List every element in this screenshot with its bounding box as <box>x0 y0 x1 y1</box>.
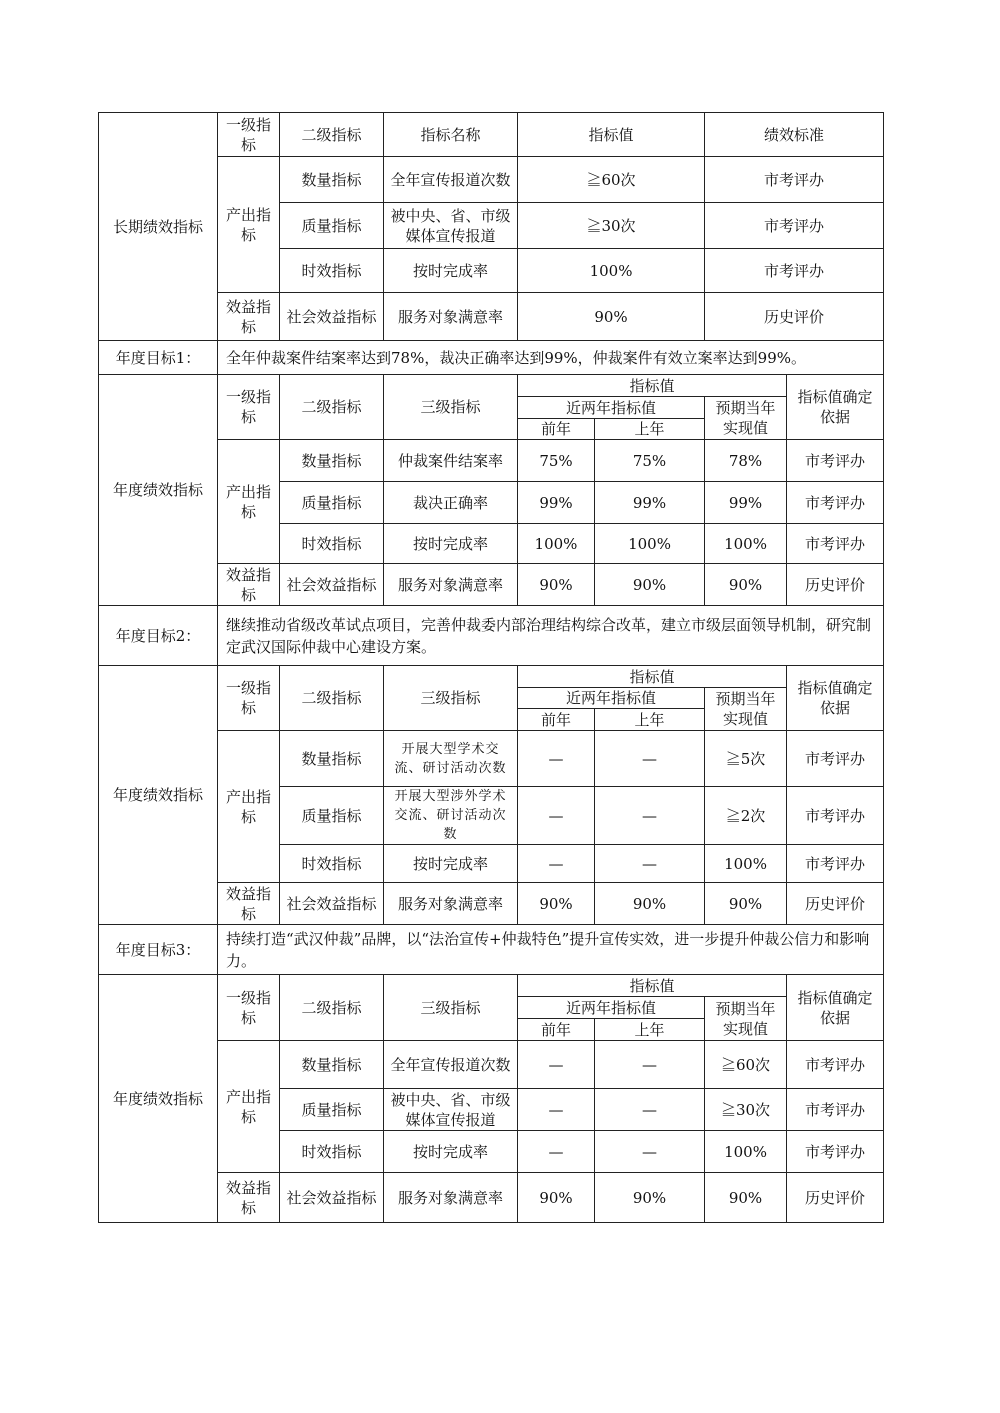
header-basis: 指标值确定依据 <box>787 975 884 1041</box>
basis-cell: 历史评价 <box>787 564 884 606</box>
header-indicator-value: 指标值 <box>518 375 787 397</box>
table-body <box>99 113 884 1223</box>
level1-cell: 效益指标 <box>218 564 280 606</box>
expected-cell: 90% <box>705 1173 787 1223</box>
level3-cell: 服务对象满意率 <box>384 883 518 925</box>
level2-cell: 质量指标 <box>280 203 384 249</box>
indicator-name-cell: 被中央、省、市级媒体宣传报道 <box>384 203 518 249</box>
standard-cell: 市考评办 <box>705 249 884 293</box>
standard-cell: 市考评办 <box>705 203 884 249</box>
header-level2: 二级指标 <box>280 975 384 1041</box>
prev-year-cell: 90% <box>518 1173 595 1223</box>
standard-cell: 历史评价 <box>705 293 884 341</box>
level3-cell: 开展大型涉外学术交流、研讨活动次数 <box>384 787 518 845</box>
goal-text: 继续推动省级改革试点项目，完善仲裁委内部治理结构综合改革，建立市级层面领导机制，研究制定武汉国际仲裁中心建设方案。 <box>218 606 884 666</box>
header-expected: 预期当年实现值 <box>705 688 787 731</box>
indicator-value-cell: ≧60次 <box>518 157 705 203</box>
header-level2: 二级指标 <box>280 666 384 731</box>
level1-cell: 产出指标 <box>218 157 280 293</box>
indicator-value-cell: ≧30次 <box>518 203 705 249</box>
prev-year-cell: — <box>518 845 595 883</box>
annual-header-row <box>99 975 884 997</box>
level3-cell: 服务对象满意率 <box>384 1173 518 1223</box>
level3-cell: 服务对象满意率 <box>384 564 518 606</box>
level2-cell: 社会效益指标 <box>280 564 384 606</box>
header-indicator-name: 指标名称 <box>384 113 518 157</box>
header-basis: 指标值确定依据 <box>787 666 884 731</box>
level1-cell: 效益指标 <box>218 883 280 925</box>
prev-year-cell: — <box>518 1089 595 1131</box>
header-level3: 三级指标 <box>384 666 518 731</box>
basis-cell: 市考评办 <box>787 845 884 883</box>
goal-row <box>99 341 884 375</box>
last-year-cell: — <box>595 731 705 787</box>
header-level1: 一级指标 <box>218 975 280 1041</box>
level2-cell: 时效指标 <box>280 845 384 883</box>
level2-cell: 数量指标 <box>280 157 384 203</box>
last-year-cell: — <box>595 845 705 883</box>
basis-cell: 市考评办 <box>787 1131 884 1173</box>
level3-cell: 被中央、省、市级媒体宣传报道 <box>384 1089 518 1131</box>
basis-cell: 市考评办 <box>787 482 884 524</box>
header-standard: 绩效标准 <box>705 113 884 157</box>
last-year-cell: 100% <box>595 524 705 564</box>
header-last-year: 上年 <box>595 419 705 440</box>
header-last-year: 上年 <box>595 709 705 731</box>
last-year-cell: — <box>595 1041 705 1089</box>
goal-row <box>99 925 884 975</box>
last-year-cell: 90% <box>595 564 705 606</box>
expected-cell: ≧30次 <box>705 1089 787 1131</box>
last-year-cell: — <box>595 1131 705 1173</box>
level2-cell: 质量指标 <box>280 482 384 524</box>
performance-table <box>98 112 884 1223</box>
level1-cell: 效益指标 <box>218 293 280 341</box>
header-last-year: 上年 <box>595 1019 705 1041</box>
expected-cell: 78% <box>705 440 787 482</box>
header-level3: 三级指标 <box>384 375 518 440</box>
level2-cell: 时效指标 <box>280 249 384 293</box>
header-level2: 二级指标 <box>280 113 384 157</box>
level2-cell: 质量指标 <box>280 787 384 845</box>
level2-cell: 时效指标 <box>280 524 384 564</box>
expected-cell: 90% <box>705 883 787 925</box>
level1-cell: 产出指标 <box>218 1041 280 1173</box>
indicator-value-cell: 100% <box>518 249 705 293</box>
annual-label: 年度绩效指标 <box>99 975 218 1223</box>
prev-year-cell: 90% <box>518 564 595 606</box>
basis-cell: 市考评办 <box>787 1089 884 1131</box>
expected-cell: ≧5次 <box>705 731 787 787</box>
level2-cell: 社会效益指标 <box>280 1173 384 1223</box>
indicator-name-cell: 服务对象满意率 <box>384 293 518 341</box>
header-recent-two-years: 近两年指标值 <box>518 397 705 419</box>
level3-cell: 开展大型学术交流、研讨活动次数 <box>384 731 518 787</box>
level2-cell: 数量指标 <box>280 1041 384 1089</box>
standard-cell: 市考评办 <box>705 157 884 203</box>
annual-label: 年度绩效指标 <box>99 666 218 925</box>
header-recent-two-years: 近两年指标值 <box>518 688 705 709</box>
expected-cell: 90% <box>705 564 787 606</box>
header-level2: 二级指标 <box>280 375 384 440</box>
expected-cell: ≧2次 <box>705 787 787 845</box>
header-indicator-value: 指标值 <box>518 975 787 997</box>
header-recent-two-years: 近两年指标值 <box>518 997 705 1019</box>
basis-cell: 市考评办 <box>787 1041 884 1089</box>
header-prev-year: 前年 <box>518 1019 595 1041</box>
prev-year-cell: 75% <box>518 440 595 482</box>
header-indicator-value: 指标值 <box>518 666 787 688</box>
goal-text: 全年仲裁案件结案率达到78%，裁决正确率达到99%，仲裁案件有效立案率达到99%。 <box>218 341 884 375</box>
level3-cell: 仲裁案件结案率 <box>384 440 518 482</box>
header-level1: 一级指标 <box>218 113 280 157</box>
level3-cell: 按时完成率 <box>384 524 518 564</box>
level3-cell: 按时完成率 <box>384 845 518 883</box>
last-year-cell: — <box>595 787 705 845</box>
expected-cell: 99% <box>705 482 787 524</box>
last-year-cell: — <box>595 1089 705 1131</box>
level2-cell: 数量指标 <box>280 731 384 787</box>
expected-cell: ≧60次 <box>705 1041 787 1089</box>
level2-cell: 质量指标 <box>280 1089 384 1131</box>
header-indicator-value: 指标值 <box>518 113 705 157</box>
basis-cell: 市考评办 <box>787 440 884 482</box>
prev-year-cell: 100% <box>518 524 595 564</box>
basis-cell: 市考评办 <box>787 731 884 787</box>
last-year-cell: 90% <box>595 883 705 925</box>
prev-year-cell: — <box>518 1041 595 1089</box>
prev-year-cell: — <box>518 1131 595 1173</box>
header-prev-year: 前年 <box>518 419 595 440</box>
level2-cell: 社会效益指标 <box>280 293 384 341</box>
basis-cell: 市考评办 <box>787 787 884 845</box>
goal-label: 年度目标2： <box>99 606 218 666</box>
level2-cell: 社会效益指标 <box>280 883 384 925</box>
header-level3: 三级指标 <box>384 975 518 1041</box>
prev-year-cell: 90% <box>518 883 595 925</box>
last-year-cell: 90% <box>595 1173 705 1223</box>
prev-year-cell: — <box>518 731 595 787</box>
indicator-name-cell: 全年宣传报道次数 <box>384 157 518 203</box>
goal-text: 持续打造“武汉仲裁”品牌，以“法治宣传+仲裁特色”提升宣传实效，进一步提升仲裁公信力和影响力。 <box>218 925 884 975</box>
long-term-header-row <box>99 113 884 157</box>
level2-cell: 数量指标 <box>280 440 384 482</box>
level1-cell: 产出指标 <box>218 731 280 883</box>
goal-row <box>99 606 884 666</box>
level3-cell: 裁决正确率 <box>384 482 518 524</box>
last-year-cell: 75% <box>595 440 705 482</box>
level3-cell: 按时完成率 <box>384 1131 518 1173</box>
level1-cell: 产出指标 <box>218 440 280 564</box>
expected-cell: 100% <box>705 524 787 564</box>
basis-cell: 市考评办 <box>787 524 884 564</box>
header-basis: 指标值确定依据 <box>787 375 884 440</box>
annual-header-row <box>99 375 884 397</box>
last-year-cell: 99% <box>595 482 705 524</box>
header-expected: 预期当年实现值 <box>705 397 787 440</box>
expected-cell: 100% <box>705 845 787 883</box>
annual-label: 年度绩效指标 <box>99 375 218 606</box>
expected-cell: 100% <box>705 1131 787 1173</box>
indicator-value-cell: 90% <box>518 293 705 341</box>
indicator-name-cell: 按时完成率 <box>384 249 518 293</box>
annual-header-row <box>99 666 884 688</box>
level1-cell: 效益指标 <box>218 1173 280 1223</box>
prev-year-cell: — <box>518 787 595 845</box>
header-prev-year: 前年 <box>518 709 595 731</box>
level2-cell: 时效指标 <box>280 1131 384 1173</box>
long-term-label: 长期绩效指标 <box>99 113 218 341</box>
header-level1: 一级指标 <box>218 666 280 731</box>
level3-cell: 全年宣传报道次数 <box>384 1041 518 1089</box>
header-expected: 预期当年实现值 <box>705 997 787 1041</box>
basis-cell: 历史评价 <box>787 883 884 925</box>
basis-cell: 历史评价 <box>787 1173 884 1223</box>
goal-label: 年度目标3： <box>99 925 218 975</box>
goal-label: 年度目标1： <box>99 341 218 375</box>
header-level1: 一级指标 <box>218 375 280 440</box>
prev-year-cell: 99% <box>518 482 595 524</box>
